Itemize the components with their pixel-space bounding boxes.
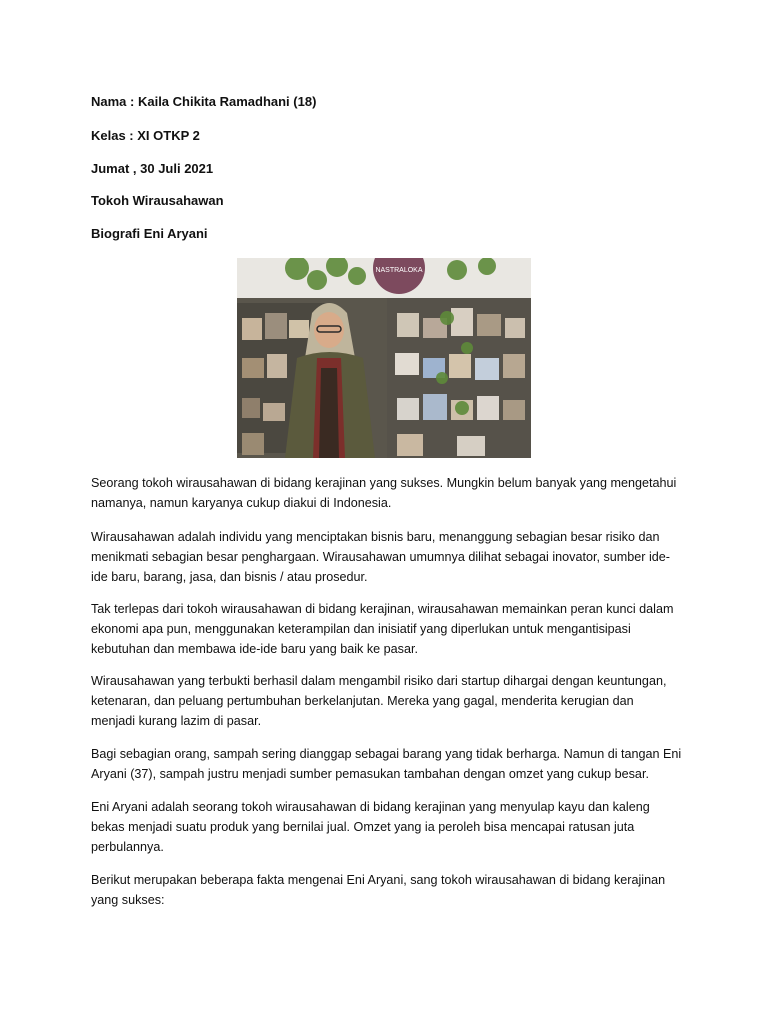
paragraph-line: Tak terlepas dari tokoh wirausahawan di bidang kerajinan, wirausahawan memainkan peran kunci dalam	[91, 602, 674, 616]
document-title: Biografi Eni Aryani	[91, 226, 208, 241]
paragraph-line: menikmati sebagian besar penghargaan. Wirausahawan umumnya dilihat sebagai inovator, sumber ide-	[91, 550, 670, 564]
paragraph-3	[91, 599, 691, 659]
paragraph-line: Aryani (37), sampah justru menjadi sumber pemasukan tambahan dengan omzet yang cukup besar.	[91, 767, 649, 781]
paragraph-5	[91, 744, 691, 784]
paragraph-line: perbulannya.	[91, 840, 164, 854]
paragraph-6	[91, 797, 691, 857]
paragraph-1	[91, 473, 691, 513]
paragraph-2	[91, 527, 691, 587]
document-date: Jumat , 30 Juli 2021	[91, 161, 214, 176]
photo-eni-aryani	[237, 258, 531, 458]
paragraph-4	[91, 671, 691, 731]
student-class: Kelas : XI OTKP 2	[91, 128, 200, 143]
paragraph-line: ide baru, barang, jasa, dan bisnis / atau prosedur.	[91, 570, 368, 584]
paragraph-line: ketenaran, dan peluang pertumbuhan berkelanjutan. Mereka yang gagal, menderita kerugian dan	[91, 694, 634, 708]
paragraph-line: namanya, namun karyanya cukup diakui di Indonesia.	[91, 496, 392, 510]
paragraph-7	[91, 870, 691, 910]
paragraph-line: Eni Aryani adalah seorang tokoh wirausahawan di bidang kerajinan yang menyulap kayu dan kaleng	[91, 800, 650, 814]
paragraph-line: ekonomi apa pun, menggunakan keterampilan dan inisiatif yang diperlukan untuk mengantisipasi	[91, 622, 631, 636]
paragraph-line: Seorang tokoh wirausahawan di bidang kerajinan yang sukses. Mungkin belum banyak yang mengetahui	[91, 476, 677, 490]
student-name: Nama : Kaila Chikita Ramadhani (18)	[91, 94, 317, 109]
shop-sign-text: NASTRALOKA	[375, 267, 423, 274]
paragraph-line: Bagi sebagian orang, sampah sering dianggap sebagai barang yang tidak berharga. Namun di tangan Eni	[91, 747, 682, 761]
paragraph-line: kebutuhan dan membawa ide-ide baru yang baik ke pasar.	[91, 642, 418, 656]
paragraph-line: yang sukses:	[91, 893, 165, 907]
paragraph-line: bekas menjadi suatu produk yang bernilai jual. Omzet yang ia peroleh bisa mencapai ratusan juta	[91, 820, 635, 834]
document-topic: Tokoh Wirausahawan	[91, 193, 224, 208]
paragraph-line: Berikut merupakan beberapa fakta mengenai Eni Aryani, sang tokoh wirausahawan di bidang kerajinan	[91, 873, 666, 887]
paragraph-line: Wirausahawan yang terbukti berhasil dalam mengambil risiko dari startup dihargai dengan keuntungan,	[91, 674, 667, 688]
paragraph-line: Wirausahawan adalah individu yang menciptakan bisnis baru, menanggung sebagian besar risiko dan	[91, 530, 660, 544]
craft-shop-illustration	[237, 258, 531, 458]
paragraph-line: menjadi kurang lazim di pasar.	[91, 714, 262, 728]
